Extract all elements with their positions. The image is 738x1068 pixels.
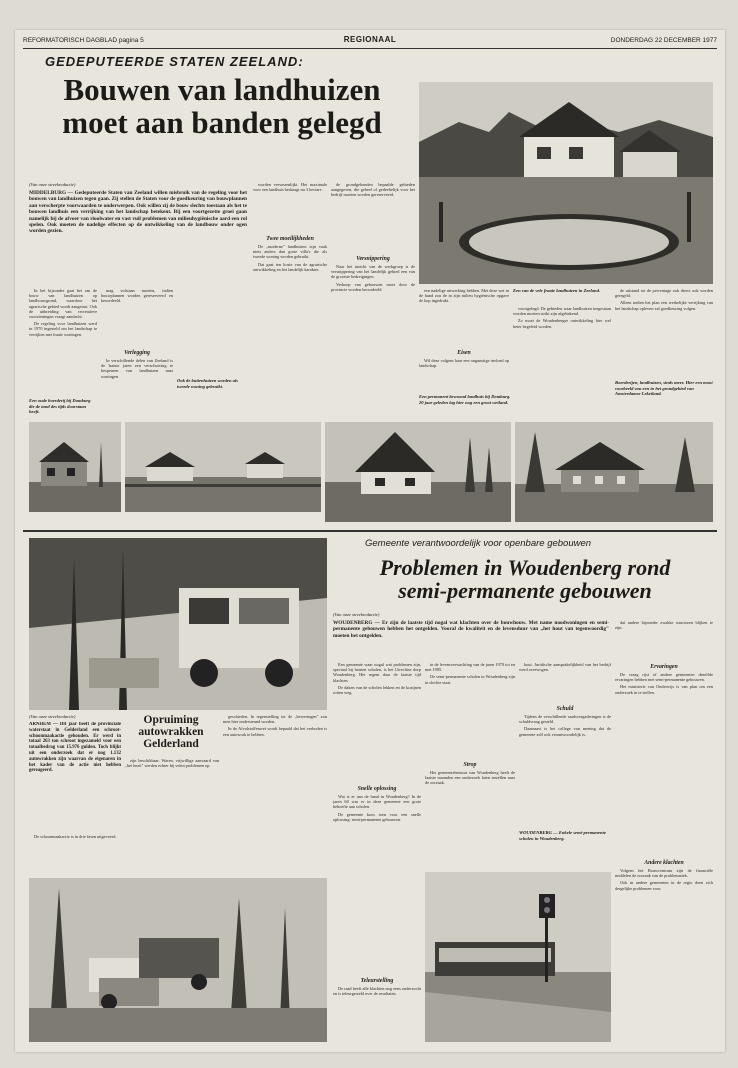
section-divider	[23, 530, 717, 532]
article1-column-8: de uitstand tot de percentage ook direct ook worden geregeld. Alleen indien het plan een werkelijke verrijking van het landschap oplevert zal goedkeuring volgen.	[615, 288, 713, 311]
article2-headline	[333, 556, 717, 602]
boerderij-photo-image	[29, 422, 121, 512]
article2-column-3b: Tijdens de verschillende raadsvergaderingen is de schuldvraag gesteld. Daarnaast is het college van mening dat de gemeente zelf ook verantwoordelijk is.	[519, 714, 611, 737]
masthead-section: REGIONAAL	[343, 35, 397, 44]
fraai-landhuis-photo-image	[515, 422, 713, 522]
article3-headline-line2: autowrakken	[138, 726, 204, 739]
article2-sub-ervaringen: Ervaringen	[650, 664, 678, 670]
article1-sub-twee-moeilijkheden: Twee moeilijkheden	[266, 236, 314, 242]
article1-caption-fraaie: Een van de vele fraaie landhuizen in Zeeland.	[513, 288, 601, 293]
article1-sub-versnippering: Versnippering	[356, 256, 390, 262]
article1-column-4: worden verwezenlijkt. Het maximale voor een landhuis bedraagt nu 3 hectare.	[253, 182, 327, 193]
newspaper-page	[15, 30, 725, 1052]
article2-sub-schuld: Schuld	[556, 706, 574, 712]
article1-lead: MIDDELBURG — Gedeputeerde Staten van Zeeland willen misbruik van de regeling voor het bouwen van landhuizen tegen gaan. Zij stellen de Staten voor de goedkeuring van bouwplannen aan verscherpte voorwaarden te onderwerpen. Ook willen zij de bouw slechts toestaan als het te bouwen landhuis een verrijking van het landschap betekent. Bij een voortgezette groei gaan namelijk bij de afvoer van rioolwater en vast vuil problemen van milieuhygiënische aard een rol spelen. Ook moeten de nadelige effecten op de ontwikkeling van de landbouw onder ogen worden gezien.	[29, 190, 247, 235]
school-photo	[425, 872, 611, 1042]
landhuis-photo	[419, 82, 713, 284]
article1-headline-line1: Bouwen van landhuizen	[63, 72, 381, 107]
article2-kicker: Gemeente verantwoordelijk voor openbare gebouwen	[365, 538, 592, 549]
article2-sub-strop: Strop	[463, 762, 477, 768]
article1-caption-buitenhuizen: Ook de buitenhuizen worden als tweede woning gebruikt.	[177, 378, 239, 389]
article3-column-1: De schoonmaakactie is in drie fasen uitgevoerd.	[34, 834, 117, 839]
landhuis-photo-image	[419, 82, 713, 284]
article3-column-2: zijn beschikbaar. Waren, vrijwillige aanvaard van „het bezit" werden echter bij velen problemen op.	[125, 758, 219, 769]
autowrakken-photo-bottom-image	[29, 878, 327, 1042]
article1-column-2b: In verschillende delen van Zeeland is de laatste jaren een verschuiving te bespeuren van landhuizen naar woningen.	[101, 358, 173, 379]
article2-sub-andere-klachten: Andere klachten	[644, 860, 684, 866]
article2-column-4: dat andere bijzonder zwakke structuren blijken te zijn.	[615, 620, 713, 631]
article2-column-1c: De raad heeft alle klachten nog eens onderzocht en is teleurgesteld over de resultaten.	[333, 986, 421, 997]
article1-caption-permanent: Een permanent bewoond landhuis bij Domburg. 20 jaar geleden lag hier nog een groot weiland.	[419, 394, 511, 405]
article2-sub-teleurstelling: Teleurstelling	[360, 978, 394, 984]
article1-byline: (Van onze streekredactie)	[29, 182, 76, 187]
article1-column-5b: Naar het inzicht van de werkgroep is de versnippering van het landelijk gebied een van de grootste bedreigingen. Verkoop van gebouwen moet door de provincie worden beoordeeld.	[331, 264, 415, 292]
article3-column-3: geschieden. In tegenstelling tot de „beweringen" zou men hier ondersteund worden. In de Afvalstoffenwet wordt bepaald dat het verboden is een autowrak te hebben.	[223, 714, 327, 737]
article1-column-6b: Wil deze volgens haar een ongunstige invloed op landschap.	[419, 358, 509, 369]
fraai-landhuis-photo	[515, 422, 713, 522]
article1-column-1: In het bijzonder gaat het om de bouw van landhuizen op landbouwgrond, waardoor het agrarische gebied wordt aangetast. Ook de uitbreiding van recreatieve voorzieningen vraagt aandacht. De regeling voor landhuizen werd in 1970 ingesteld om het landschap te verrijken met fraaie woningen.	[29, 288, 97, 337]
article1-column-7: voortgelegd. De gebieden waar landhuizen toegestaan worden moeten strikt zijn afgebakend. Zo moet de Woudenbergse ontwikkeling hier wel beter begeleid worden.	[513, 306, 611, 329]
article1-column-6: een nadelige uitwerking hebben. Met deze wet in de hand zou de in zijn milieu hygiënische opgave de kop ingedrukt.	[419, 288, 509, 304]
article1-column-2: mag volstaan moeten, indien bouwplannen worden gereserveerd en beoordeeld.	[101, 288, 173, 304]
article3-headline-line1: Opruiming	[143, 714, 199, 726]
article1-kicker: GEDEPUTEERDE STATEN ZEELAND:	[45, 54, 304, 69]
article2-column-1: Een gemeente waar nogal wat problemen zijn, speciaal bij houten scholen, is het Utrechtse dorp Woudenberg. Het regent daar de laatste tijd klachten. De daken van de scholen lekken en de kozijnen rotten weg.	[333, 662, 421, 696]
boerderij-photo	[29, 422, 121, 512]
article3-byline: (Van onze streekredactie)	[29, 714, 76, 719]
article2-column-4c: Volgens het Bouwcentrum zijn de financiële middelen de oorzaak van de problematiek. Ook in andere gemeenten in de regio doen zich dergelijke problemen voor.	[615, 868, 713, 891]
school-photo-image	[425, 872, 611, 1042]
article2-lead: WOUDENBERG — Er zijn de laatste tijd nogal wat klachten over de bouwhouw. Met name noodwoningen en semi-permanente gebouwen hebben het ontgelden. Vooral de kwaliteit en de levensduur van „het hout van tegenwoordig" moeten het ontgelden.	[333, 620, 609, 639]
article2-headline-line2: semi-permanente gebouwen	[398, 578, 652, 604]
autowrakken-photo-bottom	[29, 878, 327, 1042]
masthead-paper-name: REFORMATORISCH DAGBLAD pagina 5	[23, 37, 144, 44]
article2-headline-line1: Problemen in Woudenberg rond	[379, 555, 671, 580]
article1-headline	[27, 74, 417, 139]
article1-caption-oude-boerderij: Een oude boerderij bij Domburg die de tand des tijds doorstaan heeft.	[29, 398, 91, 415]
article1-sub-verlegging: Verlegging	[124, 350, 150, 356]
article2-column-3: hout. Juridische aansprakelijkheid van het bedrijf werd overwogen.	[519, 662, 611, 673]
article2-column-2b: Het gemeentebestuur van Woudenberg heeft de laatste maanden een onderzoek laten instellen naar de oorzaak.	[425, 770, 515, 786]
masthead-date: DONDERDAG 22 DECEMBER 1977	[610, 37, 717, 44]
article2-sub-snelle-oplossing: Snelle oplossing	[357, 786, 397, 792]
article3-headline	[123, 714, 219, 750]
article1-caption-boerderijen: Boerderijen, landhuizen, sinds meer. Hier een mooi voorbeeld van een in het grondgebied van Amsterdamse Lekeiland.	[615, 380, 713, 397]
autowrakken-photo-top-image	[29, 538, 327, 710]
article2-column-4b: De vraag rijst of andere gemeenten dezelfde ervaringen hebben met semi-permanente gebouwen. Het ministerie van Onderwijs is van plan om een onderzoek in te stellen.	[615, 672, 713, 695]
buitenhuizen-photo-image	[125, 422, 321, 512]
masthead	[23, 34, 717, 49]
article1-column-4b: De „moderne" landhuizen zijn vaak niets anders dan grote villa's die als tweede woning worden gebruikt. Dat gaat ten koste van de agrarische ontwikkeling en het landelijk karakter.	[253, 244, 327, 272]
article1-headline-line2: moet aan banden gelegd	[62, 104, 382, 140]
article2-byline: (Van onze streekredactie)	[333, 612, 380, 617]
article1-sub-eisen: Eisen	[457, 350, 471, 356]
permanent-landhuis-photo	[325, 422, 511, 522]
article3-lead: ARNHEM — Dit jaar heeft de provinciale waterstaat in Gelderland een schroot-schoonmaakactie gehouden. Er werd in totaal 263 ton schroot ingezameld voor een totaalbedrag van 15.976 gulden. Toch blijkt uit een onderzoek dat er nog 1.132 autowrakken zijn waarvan de eigenaren in het kader van de actie niet hebben gereageerd.	[29, 722, 121, 774]
permanent-landhuis-photo-image	[325, 422, 511, 522]
article2-caption: WOUDENBERG — Enkele semi-permanente scholen in Woudenberg.	[519, 830, 606, 841]
article3-headline-line3: Gelderland	[143, 738, 199, 751]
autowrakken-photo-top	[29, 538, 327, 710]
article1-column-5: de grondgebonden bepaalde gebieden aangegeven, die geheel of gedeeltelijk voor het bedrijf moeten worden gereserveerd.	[331, 182, 415, 198]
article2-column-1b: Wat is er aan de hand in Woudenberg? In de jaren 60 was er in deze gemeente een grote behoefte aan scholen. De gemeente koos toen voor een snelle oplossing: semi-permanente gebouwen.	[333, 794, 421, 822]
buitenhuizen-photo	[125, 422, 321, 512]
article1-column-3-top	[177, 182, 249, 192]
article2-column-2: in de levensverwachting van de jaren 1970 tot en met 1985. De semi-permanente scholen in Woudenberg zijn in slechte staat.	[425, 662, 515, 685]
